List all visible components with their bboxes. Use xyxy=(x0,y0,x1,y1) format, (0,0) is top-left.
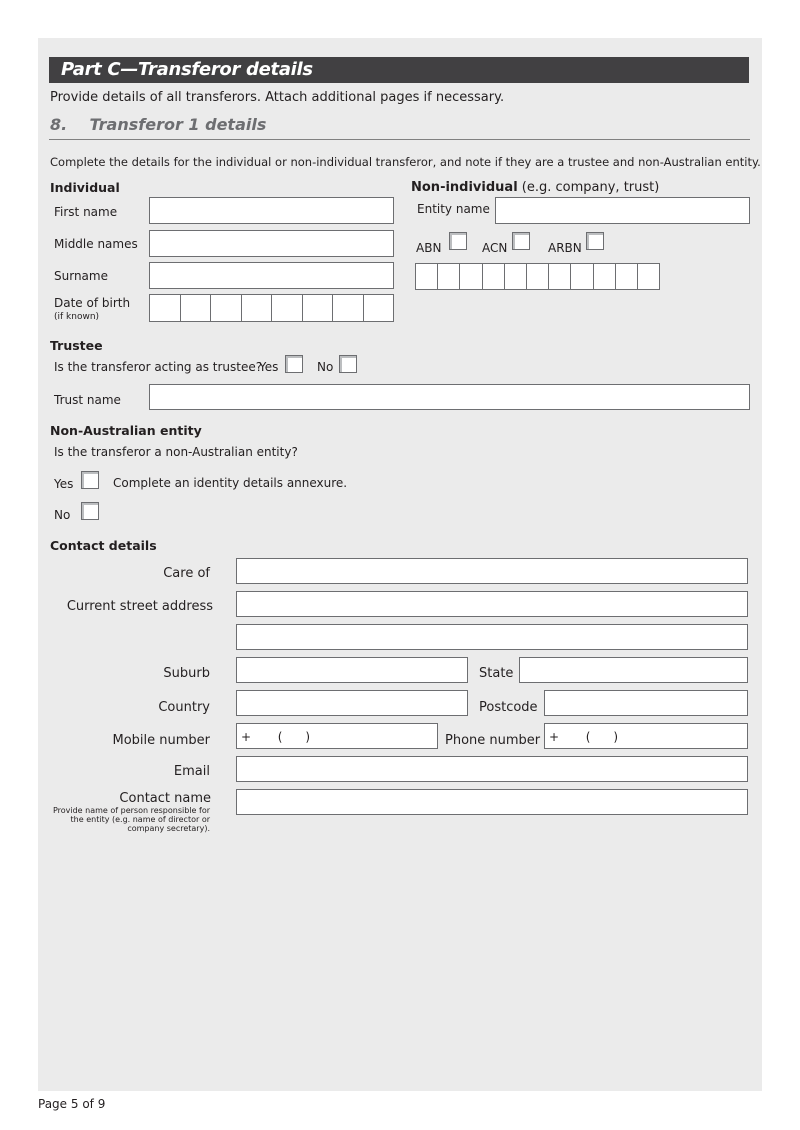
trustee-no-label: No xyxy=(317,360,334,374)
mobile-prefix: + ( ) xyxy=(241,730,311,744)
non-australian-yes-checkbox[interactable] xyxy=(81,471,99,489)
dob-field[interactable] xyxy=(149,294,394,322)
non-australian-no-label: No xyxy=(54,508,71,522)
non-australian-heading: Non-Australian entity xyxy=(50,423,202,438)
phone-label: Phone number xyxy=(445,733,541,748)
non-australian-yes-label: Yes xyxy=(54,477,74,491)
acn-label: ACN xyxy=(482,241,508,255)
country-label: Country xyxy=(158,700,210,715)
surname-label: Surname xyxy=(54,269,108,283)
non-individual-heading xyxy=(411,180,659,196)
acn-checkbox[interactable] xyxy=(512,232,530,250)
trustee-yes-label: Yes xyxy=(259,360,279,374)
street-address-field-1[interactable] xyxy=(236,591,748,617)
email-field[interactable] xyxy=(236,756,748,782)
contact-name-field[interactable] xyxy=(236,789,748,815)
dob-note: (if known) xyxy=(54,312,100,322)
instructions-text: Complete the details for the individual or non-individual transferor, and note if they are a trustee and non-Australian entity. xyxy=(50,155,761,169)
street-address-label: Current street address xyxy=(66,599,213,614)
street-address-field-2[interactable] xyxy=(236,624,748,650)
state-label: State xyxy=(479,666,514,681)
mobile-field[interactable] xyxy=(236,723,438,749)
dob-label: Date of birth xyxy=(54,296,131,310)
intro-text: Provide details of all transferors. Attach additional pages if necessary. xyxy=(50,90,505,105)
arbn-checkbox[interactable] xyxy=(586,232,604,250)
non-australian-no-checkbox[interactable] xyxy=(81,502,99,520)
phone-prefix: + ( ) xyxy=(549,730,619,744)
email-label: Email xyxy=(173,764,210,779)
contact-name-note: Provide name of person responsible for the entity (e.g. name of director or company secretary). xyxy=(52,806,210,834)
state-field[interactable] xyxy=(519,657,748,683)
care-of-field[interactable] xyxy=(236,558,748,584)
suburb-field[interactable] xyxy=(236,657,468,683)
abn-label: ABN xyxy=(416,241,442,255)
contact-heading: Contact details xyxy=(50,538,157,553)
first-name-label: First name xyxy=(54,205,118,219)
abn-checkbox[interactable] xyxy=(449,232,467,250)
non-individual-heading-note: (e.g. company, trust) xyxy=(517,180,660,195)
non-individual-heading-bold: Non-individual xyxy=(411,180,518,195)
middle-names-field[interactable] xyxy=(149,230,394,257)
trustee-no-checkbox[interactable] xyxy=(339,355,357,373)
part-header-bar xyxy=(49,57,749,83)
postcode-label: Postcode xyxy=(479,700,538,715)
trustee-question: Is the transferor acting as trustee? xyxy=(54,360,263,374)
non-australian-question: Is the transferor a non-Australian entity? xyxy=(54,445,298,459)
non-australian-yes-note: Complete an identity details annexure. xyxy=(113,476,348,490)
individual-heading: Individual xyxy=(50,180,120,195)
care-of-label: Care of xyxy=(163,566,210,581)
trustee-yes-checkbox[interactable] xyxy=(285,355,303,373)
entity-name-label: Entity name xyxy=(417,202,490,216)
part-title: Part C—Transferor details xyxy=(61,59,313,80)
mobile-label: Mobile number xyxy=(112,733,210,748)
country-field[interactable] xyxy=(236,690,468,716)
postcode-field[interactable] xyxy=(544,690,748,716)
suburb-label: Suburb xyxy=(163,666,210,681)
surname-field[interactable] xyxy=(149,262,394,289)
trust-name-field[interactable] xyxy=(149,384,750,410)
first-name-field[interactable] xyxy=(149,197,394,224)
arbn-label: ARBN xyxy=(548,241,582,255)
contact-name-label: Contact name xyxy=(119,791,211,806)
trust-name-label: Trust name xyxy=(54,393,121,407)
entity-name-field[interactable] xyxy=(495,197,750,224)
page-number: Page 5 of 9 xyxy=(38,1097,106,1111)
middle-names-label: Middle names xyxy=(54,237,138,251)
trustee-heading: Trustee xyxy=(50,338,103,353)
phone-field[interactable] xyxy=(544,723,748,749)
registration-number-field[interactable] xyxy=(415,263,660,290)
section-divider xyxy=(49,139,750,140)
section-title: 8. Transferor 1 details xyxy=(50,115,267,134)
